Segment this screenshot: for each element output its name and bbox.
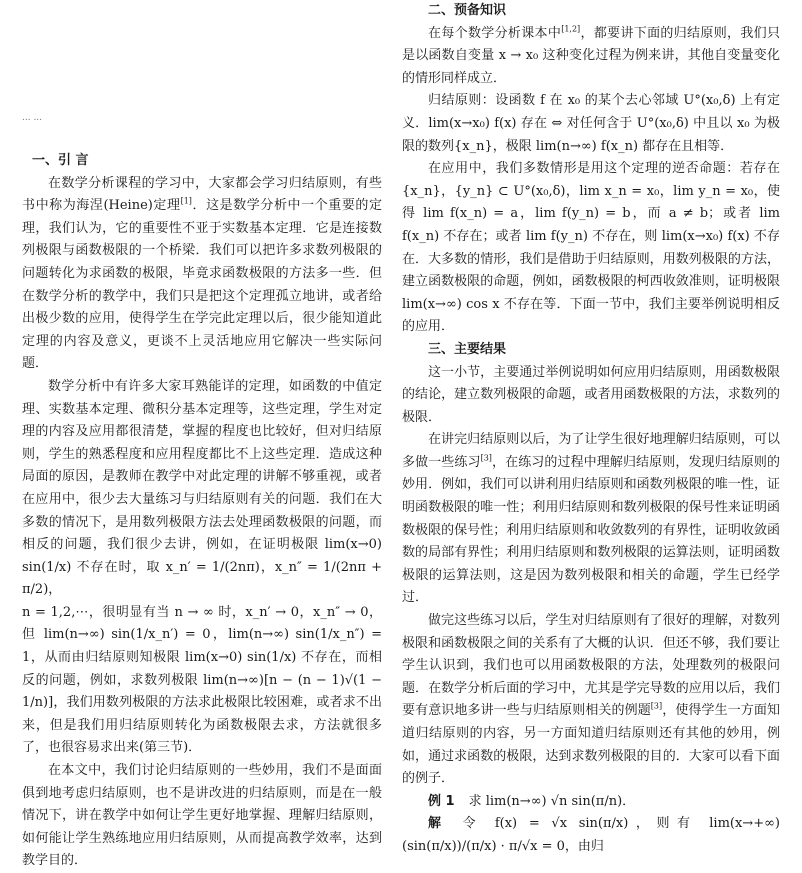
paragraph: 在本文中，我们讨论归结原则的一些妙用，我们不是面面俱到地考虑归结原则，也不是讲改进的归结原则，而是在一般情况下，讲在教学中如何让学生更好地掌握、理解归结原则，如何能让学生熟练地应用归结原则，从而提高教学效率，达到教学目的．: [22, 763, 382, 869]
citation-ref: [1]: [180, 196, 192, 206]
citation-ref: [1,2]: [561, 24, 581, 34]
solution-line: [402, 813, 780, 858]
section-title-introduction: 一、引 言: [32, 153, 89, 168]
right-column: [402, 0, 780, 859]
header-fragment: ... ...: [22, 113, 43, 123]
paragraph: 在数学分析课程的学习中，大家都会学习归结原则，有些书中称为海涅(Heine)定理[1]．这是数学分析中一个重要的定理，我们认为，它的重要性不亚于实数基本定理．它是连接数列极限与函数极限的一个桥梁．我们可以把许多求数列极限的问题转化为求函数的极限，毕竟求函数极限的方法多一些．但在数学分析的教学中，我们只是把这个定理孤立地讲，或者给出极少数的应用，使得学生在学完此定理以后，很少能知道此定理的内容及意义，更谈不上灵活地应用它解决一些实际问题．: [22, 175, 382, 372]
paragraph: 做完这些练习以后，学生对归结原则有了很好的理解，对数列极限和函数极限之间的关系有了大概的认识．但还不够，我们要让学生认识到，我们也可以用函数极限的方法，处理数列的极限问题．在数学分析后面的学习中，尤其是学完导数的应用以后，我们要有意识地多讲一些与归结原则相关的例题[3]，使得学生一方面知道归结原则的内容，另一方面知道归结原则还有其他的妙用，例如，通过求函数的极限，达到求数列极限的目的．大家可以看下面的例子．: [402, 613, 780, 787]
example-label: 例 1: [428, 793, 455, 809]
paragraph: 在讲完归结原则以后，为了让学生很好地理解归结原则，可以多做一些练习[3]，在练习的过程中理解归结原则，发现归结原则的妙用．例如，我们可以讲利用归结原则和函数列极限的唯一性，证明函数极限的唯一性；利用归结原则和数列极限的保号性来证明函数极限的保号性；利用归结原则和收敛数列的有界性，证明收敛函数的局部有界性；利用归结原则和数列极限的运算法则，证明函数极限的运算法则，这是因为数列极限和相关的命题，学生已经学过．: [402, 432, 780, 606]
left-column: [22, 0, 382, 873]
paragraph: 这一小节，主要通过举例说明如何应用归结原则，用函数极限的结论，建立数列极限的命题，或者用函数极限的方法，求数列的极限．: [402, 364, 780, 425]
example-text: 求 lim(n→∞) √n sin(π/n)．: [468, 793, 636, 809]
solution-label: 解: [428, 816, 449, 832]
paragraph: n = 1,2,⋯，很明显有当 n → ∞ 时，x_n′ → 0，x_n″ → 0，但 lim(n→∞) sin(1/x_n′) = 0，lim(n→∞) sin(1/x_n″) = 1，从而由归结原则知极限 lim(x→0) sin(1/x) 不存在，而相反的问题，例如，求数列极限 lim(n→∞)[n − (n − 1)√(1 − 1/n)]，我们用数列极限的方法求此极限比较困难，或者求不出来，但是我们用归结原则转化为函数极限去求，方法就很多了，也很容易求出来(第三节)．: [22, 604, 382, 756]
section-title-main-results: 三、主要结果: [428, 341, 507, 357]
theorem-paragraph: 归结原则：设函数 f 在 x₀ 的某个去心邻域 U°(x₀,δ) 上有定义．lim(x→x₀) f(x) 存在 ⇔ 对任何含于 U°(x₀,δ) 中且以 x₀ 为极限的数列{x_n}，极限 lim(n→∞) f(x_n) 都存在且相等．: [402, 93, 780, 154]
solution-text: 令 f(x) = √x sin(π/x)，则有 lim(x→+∞) (sin(π/x))/(π/x) · π/√x = 0，由归: [402, 816, 780, 854]
citation-ref: [3]: [650, 702, 663, 712]
paragraph: 在应用中，我们多数情形是用这个定理的逆否命题：若存在{x_n}，{y_n} ⊂ U°(x₀,δ)，lim x_n = x₀，lim y_n = x₀，使得 lim f(x_n) = a，lim f(y_n) = b，而 a ≠ b；或者 lim f(x_n) 不存在；或者 lim f(y_n) 不存在，则 lim(x→x₀) f(x) 不存在．大多数的情形，我们是借助于归结原则，用数列极限的方法，建立函数极限的命题，例如，函数极限的柯西收敛准则，证明极限 lim(x→∞) cos x 不存在等．下面一节中，我们主要举例说明相反的应用．: [402, 161, 780, 335]
paragraph: 在每个数学分析课本中[1,2]，都要讲下面的归结原则，我们只是以函数自变量 x → x₀ 这种变化过程为例来讲，其他自变量变化的情形同样成立．: [402, 24, 780, 86]
citation-ref: [3]: [480, 453, 492, 463]
section-title-preliminaries: 二、预备知识: [428, 3, 507, 18]
paragraph: 数学分析中有许多大家耳熟能详的定理，如函数的中值定理、实数基本定理、微积分基本定理等，这些定理，学生对定理的内容及应用都很清楚，掌握的程度也比较好，但对归结原则，学生的熟悉程度和应用程度都比不上这些定理．造成这种局面的原因，是教师在教学中对此定理的讲解不够重视，或者在应用中，很少去大量练习与归结原则有关的问题．我们在大多数的情况下，是用数列极限方法去处理函数极限的问题，而相反的问题，我们很少去讲，例如，在证明极限 lim(x→0) sin(1/x) 不存在时，取 x_n′ = 1/(2nπ)，x_n″ = 1/(2nπ + π/2)，: [22, 378, 382, 598]
example-line: [402, 791, 780, 814]
